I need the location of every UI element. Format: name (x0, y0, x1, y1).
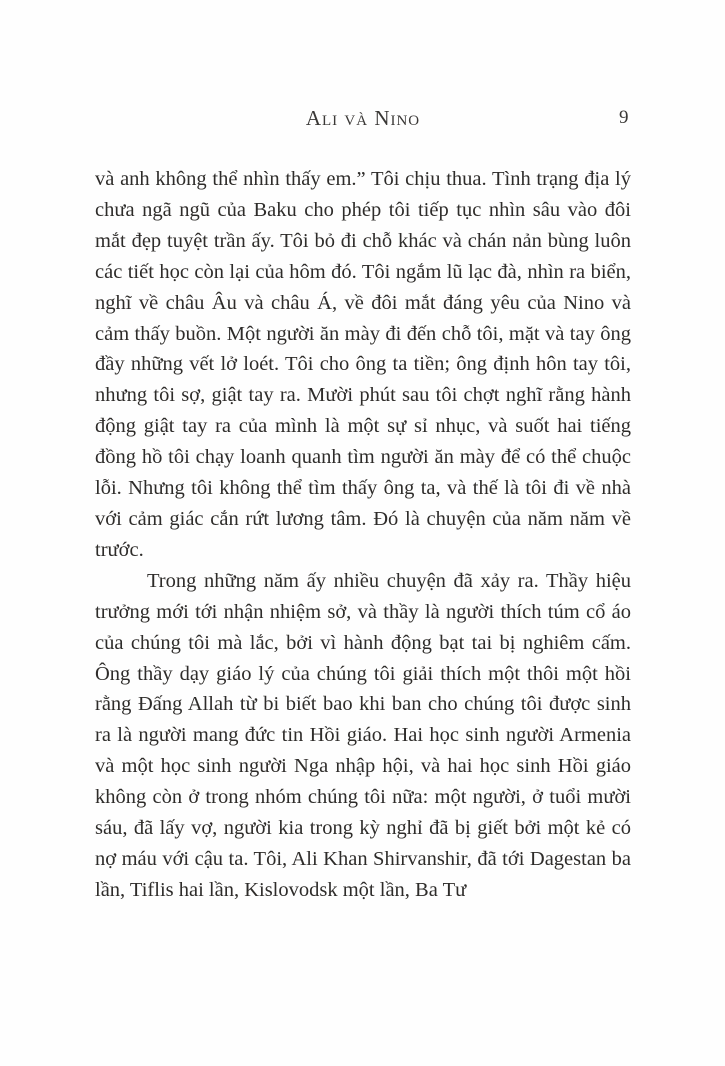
book-title: Ali và Nino (305, 106, 421, 130)
page-number: 9 (619, 107, 629, 128)
paragraph: Trong những năm ấy nhiều chuyện đã xảy ra. Thầy hiệu trưởng mới tới nhận nhiệm sở, và thầy là người thích túm cổ áo của chúng tôi mà lắc, bởi vì hành động bạt tai bị nghiêm cấm. Ông thầy dạy giáo lý của chúng tôi giải thích một thôi một hồi rằng Đấng Allah từ bi biết bao khi ban cho chúng tôi được sinh ra là người mang đức tin Hồi giáo. Hai học sinh người Armenia và một học sinh người Nga nhập hội, và hai học sinh Hồi giáo không còn ở trong nhóm chúng tôi nữa: một người, ở tuổi mười sáu, đã lấy vợ, người kia trong kỳ nghỉ đã bị giết bởi một kẻ có nợ máu với cậu ta. Tôi, Ali Khan Shirvanshir, đã tới Dagestan ba lần, Tiflis hai lần, Kislovodsk một lần, Ba Tư (95, 569, 631, 901)
running-header (95, 106, 631, 136)
body-text (95, 164, 631, 906)
paragraph-continuation: và anh không thể nhìn thấy em.” Tôi chịu thua. Tình trạng địa lý chưa ngã ngũ của Baku cho phép tôi tiếp tục nhìn sâu vào đôi mắt đẹp tuyệt trần ấy. Tôi bỏ đi chỗ khác và chán nản bùng luôn các tiết học còn lại của hôm đó. Tôi ngắm lũ lạc đà, nhìn ra biển, nghĩ về châu Âu và châu Á, về đôi mắt đáng yêu của Nino và cảm thấy buồn. Một người ăn mày đi đến chỗ tôi, mặt và tay ông đầy những vết lở loét. Tôi cho ông ta tiền; ông định hôn tay tôi, nhưng tôi sợ, giật tay ra. Mười phút sau tôi chợt nghĩ rằng hành động giật tay ra của mình là một sự sỉ nhục, và suốt hai tiếng đồng hồ tôi chạy loanh quanh tìm người ăn mày để có thể chuộc lỗi. Nhưng tôi không thể tìm thấy ông ta, và thế là tôi đi về nhà với cảm giác cắn rứt lương tâm. Đó là chuyện của năm năm về trước. (95, 168, 631, 561)
